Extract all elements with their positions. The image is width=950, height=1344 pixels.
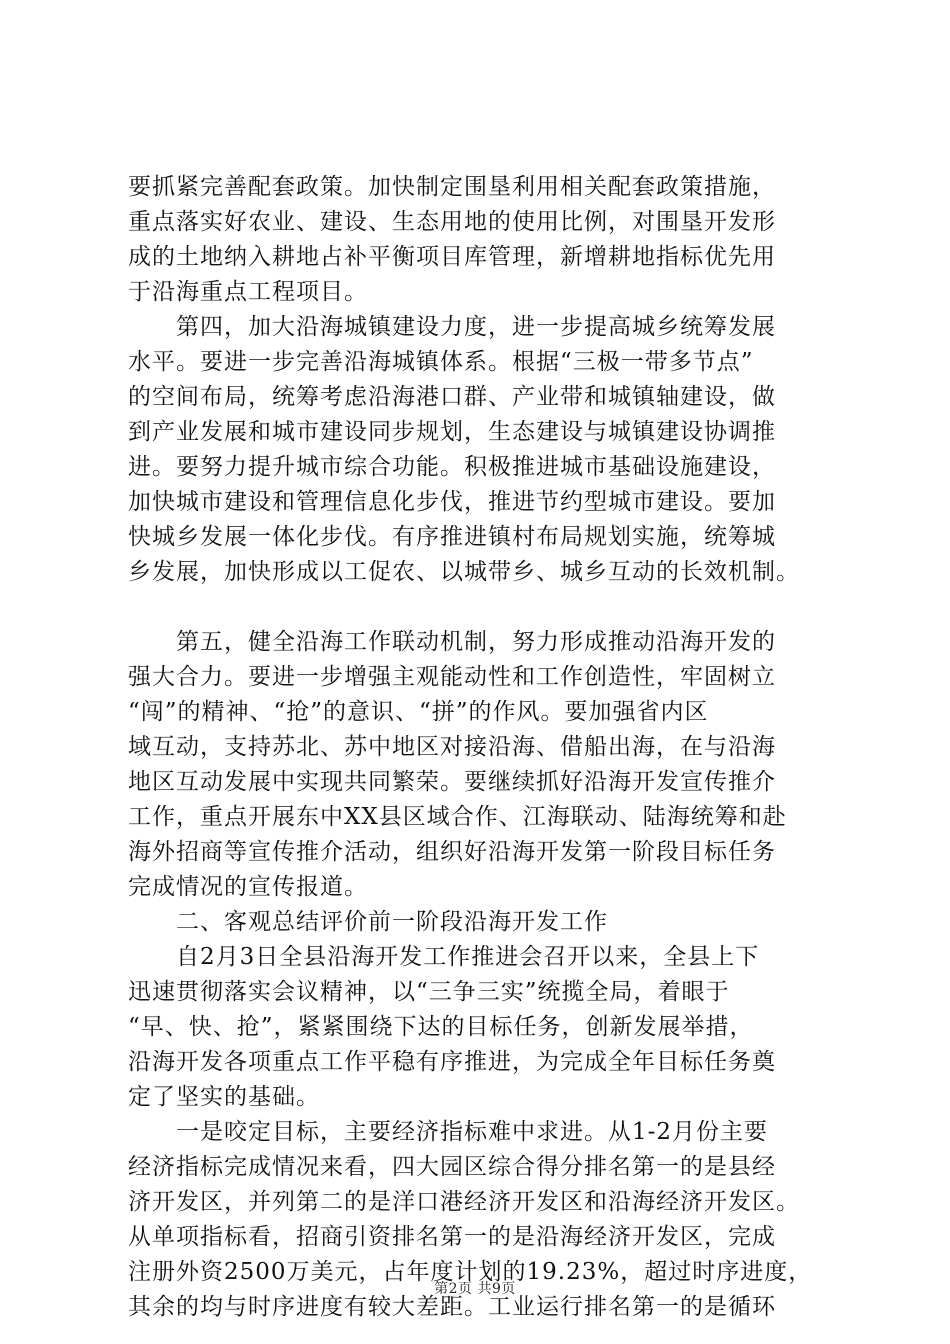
text-line: 域互动，支持苏北、苏中地区对接沿海、借船出海，在与沿海 [128, 734, 776, 760]
text-line: 快城乡发展一体化步伐。有序推进镇村布局规划实施，统筹城 [128, 524, 776, 550]
text-line: 海外招商等宣传推介活动，组织好沿海开发第一阶段目标任务 [128, 839, 776, 865]
text-line: 乡发展，加快形成以工促农、以城带乡、城乡互动的长效机制。 [128, 559, 800, 585]
text-line: 第五，健全沿海工作联动机制，努力形成推动沿海开发的 [128, 629, 776, 655]
text-line: 强大合力。要进一步增强主观能动性和工作创造性，牢固树立 [128, 664, 776, 690]
text-line: 自2月3日全县沿海开发工作推进会召开以来，全县上下 [128, 944, 760, 970]
text-line: 的空间布局，统筹考虑沿海港口群、产业带和城镇轴建设，做 [128, 384, 776, 410]
text-line: 其余的均与时序进度有较大差距。工业运行排名第一的是循环 [128, 1294, 776, 1320]
document-body [128, 170, 846, 1325]
text-line: 济开发区，并列第二的是洋口港经济开发区和沿海经济开发区。 [128, 1189, 800, 1215]
text-line: 完成情况的宣传报道。 [128, 874, 368, 900]
text-line: 从单项指标看，招商引资排名第一的是沿海经济开发区，完成 [128, 1224, 776, 1250]
text-line: 地区互动发展中实现共同繁荣。要继续抓好沿海开发宣传推介 [128, 769, 776, 795]
text-line: 成的土地纳入耕地占补平衡项目库管理，新增耕地指标优先用 [128, 244, 776, 270]
text-line: 到产业发展和城市建设同步规划，生态建设与城镇建设协调推 [128, 419, 776, 445]
text-line: 定了坚实的基础。 [128, 1084, 320, 1110]
text-line: 迅速贯彻落实会议精神，以“三争三实”统揽全局，着眼于 [128, 979, 730, 1005]
text-line: “早、快、抢”，紧紧围绕下达的目标任务，创新发展举措， [128, 1014, 754, 1040]
text-line: 注册外资2500万美元，占年度计划的19.23%，超过时序进度， [128, 1259, 813, 1285]
text-line: “闯”的精神、“抢”的意识、“拼”的作风。要加强省内区 [128, 699, 709, 725]
text-line: 经济指标完成情况来看，四大园区综合得分排名第一的是县经 [128, 1154, 776, 1180]
text-line: 一是咬定目标，主要经济指标难中求进。从1-2月份主要 [128, 1119, 769, 1145]
text-line: 第四，加大沿海城镇建设力度，进一步提高城乡统筹发展 [128, 314, 776, 340]
blank-line [128, 590, 846, 625]
text-line: 加快城市建设和管理信息化步伐，推进节约型城市建设。要加 [128, 489, 776, 515]
text-line: 进。要努力提升城市综合功能。积极推进城市基础设施建设， [128, 454, 776, 480]
text-line: 水平。要进一步完善沿海城镇体系。根据“三极一带多节点” [128, 349, 754, 375]
text-line: 要抓紧完善配套政策。加快制定围垦利用相关配套政策措施， [128, 174, 776, 200]
text-line: 沿海开发各项重点工作平稳有序推进，为完成全年目标任务奠 [128, 1049, 776, 1075]
text-line: 工作，重点开展东中XX县区域合作、江海联动、陆海统筹和赴 [128, 804, 787, 830]
page-footer: 第2页 共9页 [434, 1281, 516, 1297]
text-line: 二、客观总结评价前一阶段沿海开发工作 [128, 909, 608, 935]
text-line: 重点落实好农业、建设、生态用地的使用比例，对围垦开发形 [128, 209, 776, 235]
text-line: 于沿海重点工程项目。 [128, 279, 368, 305]
